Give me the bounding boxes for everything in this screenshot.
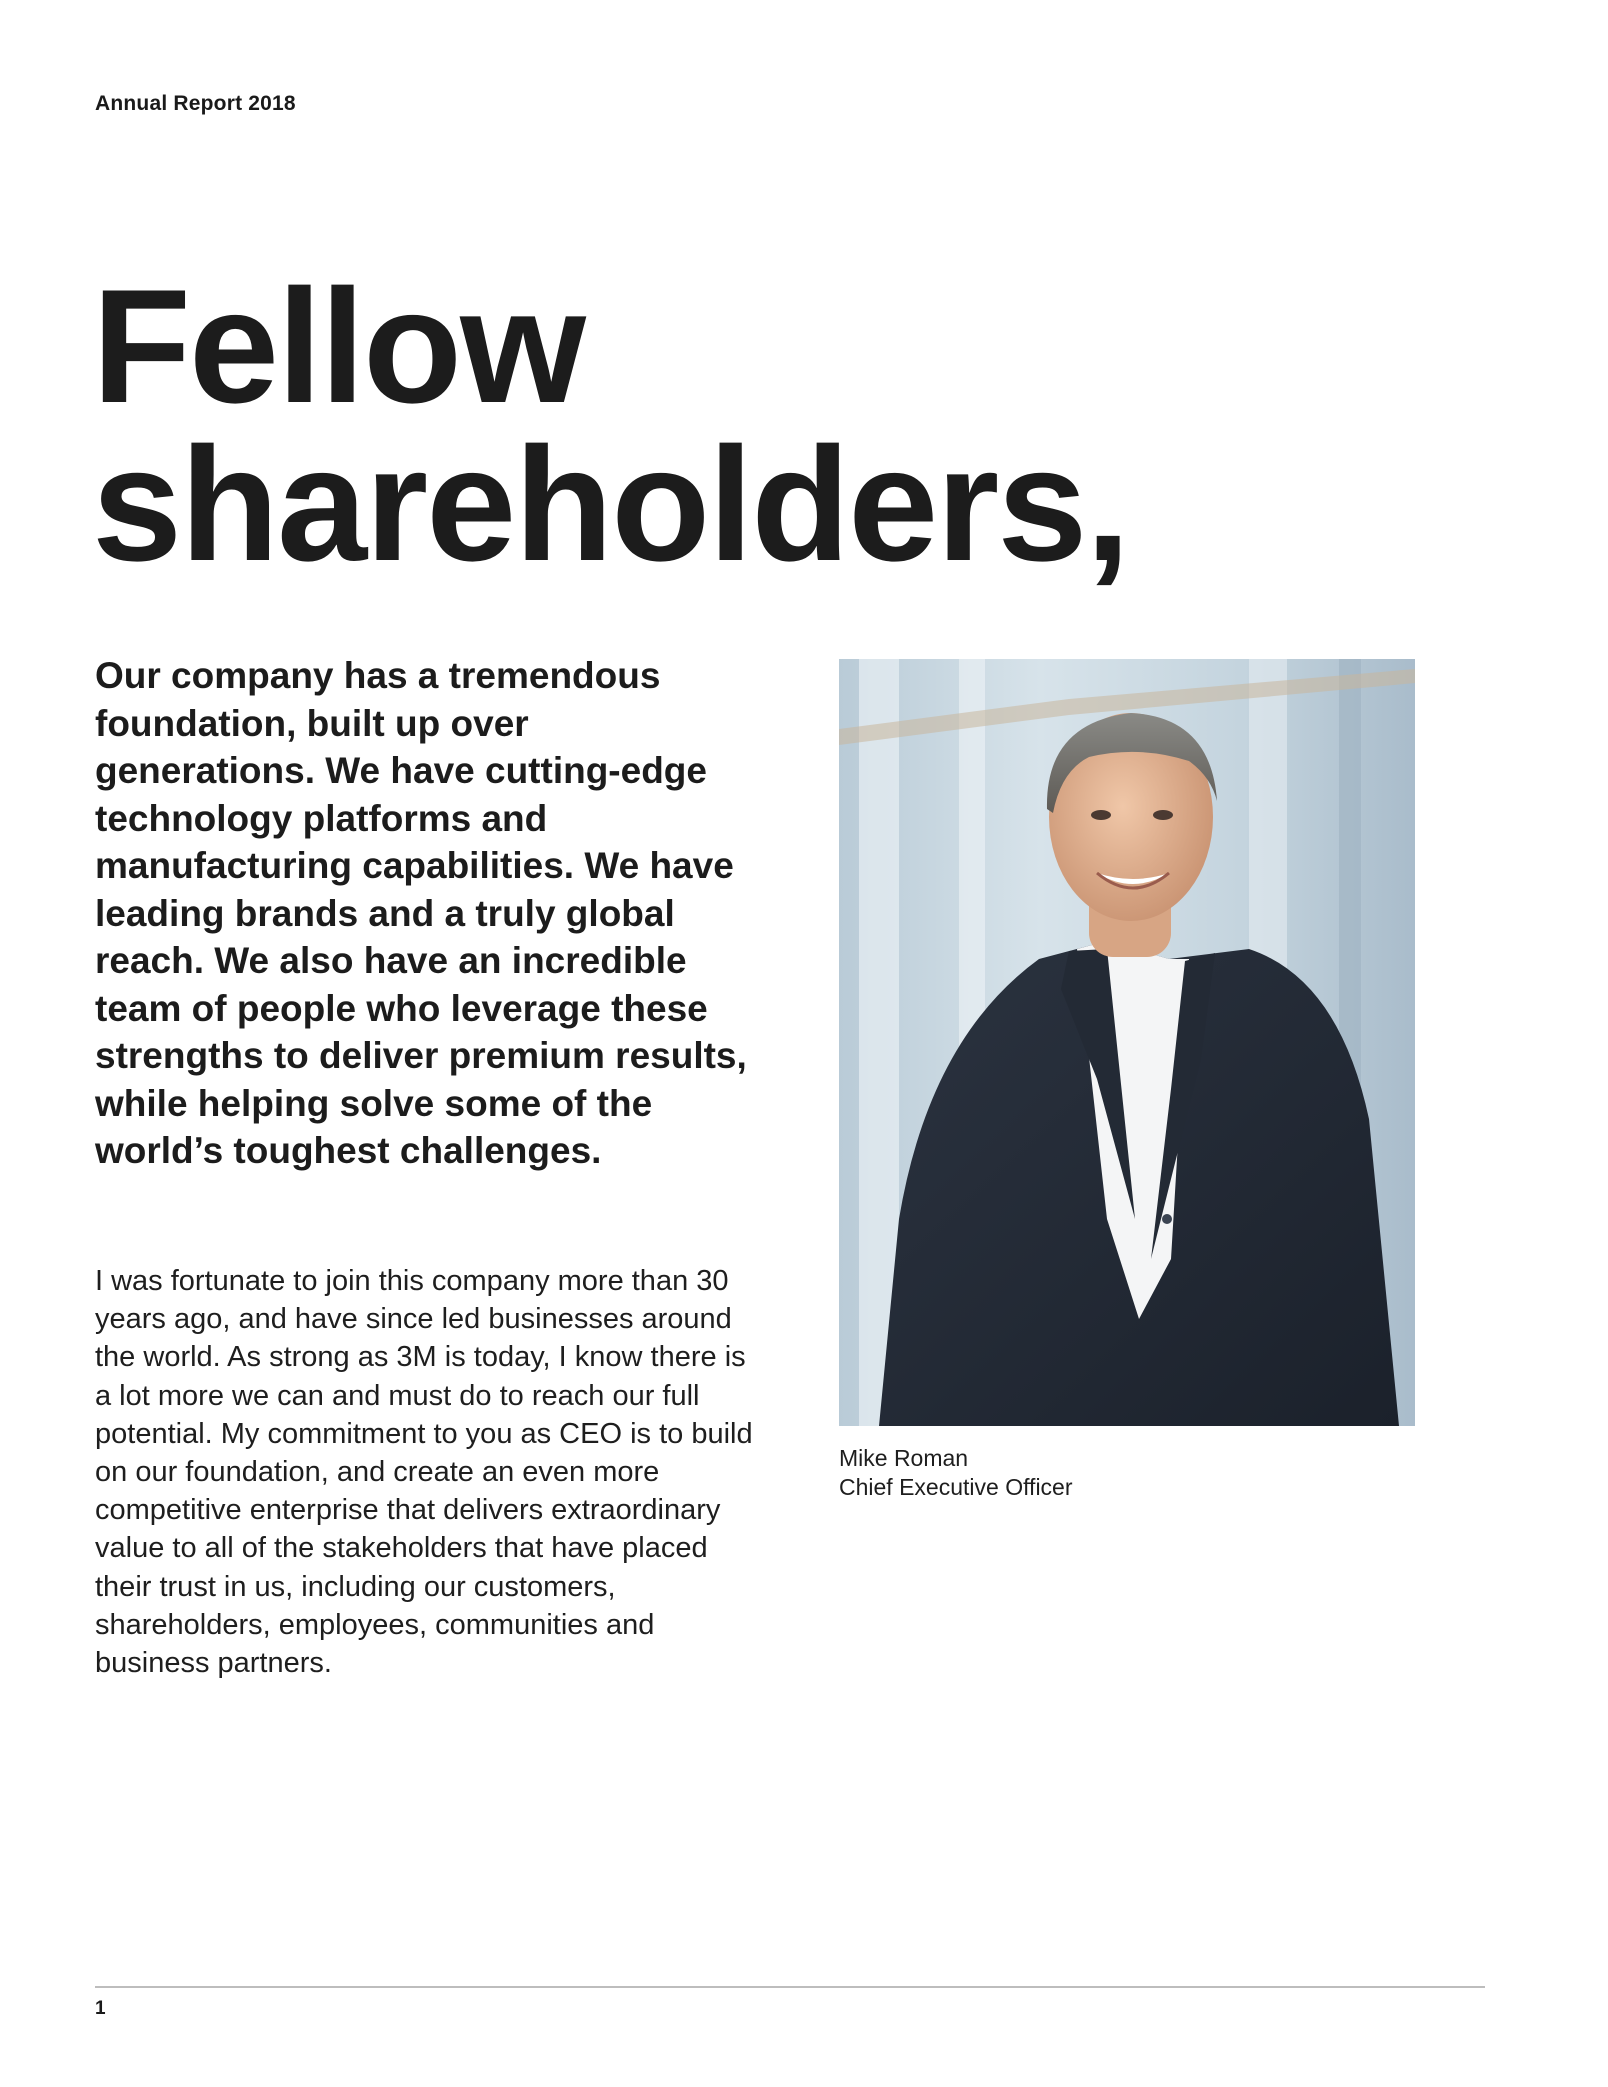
lead-paragraph: Our company has a tremendous foundation, built up over generations. We have cutting-edge technology platforms and manufacturing capabilities. We have leading brands and a truly global reach. We also have an incredible team of people who leverage these strengths to deliver premium results, while helping solve some of the world’s toughest challenges. [95, 655, 747, 1171]
page-headline [92, 256, 1129, 595]
headline-line-2: shareholders, [92, 414, 1129, 595]
caption-title: Chief Executive Officer [839, 1474, 1073, 1500]
caption-name: Mike Roman [839, 1445, 969, 1471]
footer-divider [95, 1986, 1485, 1988]
headline-line-1: Fellow [92, 256, 585, 437]
portrait-caption [839, 1444, 1073, 1502]
report-header-label: Annual Report 2018 [95, 92, 296, 115]
page-number: 1 [95, 1998, 106, 2019]
ceo-portrait-photo [839, 659, 1415, 1426]
body-paragraph: I was fortunate to join this company more than 30 years ago, and have since led businesses around the world. As strong as 3M is today, I know there is a lot more we can and must do to reach our full potential. My commitment to you as CEO is to build on our foundation, and create an even more competitive enterprise that delivers extraordinary value to all of the stakeholders that have placed their trust in us, including our customers, shareholders, employees, communities and business partners. [95, 1265, 753, 1680]
